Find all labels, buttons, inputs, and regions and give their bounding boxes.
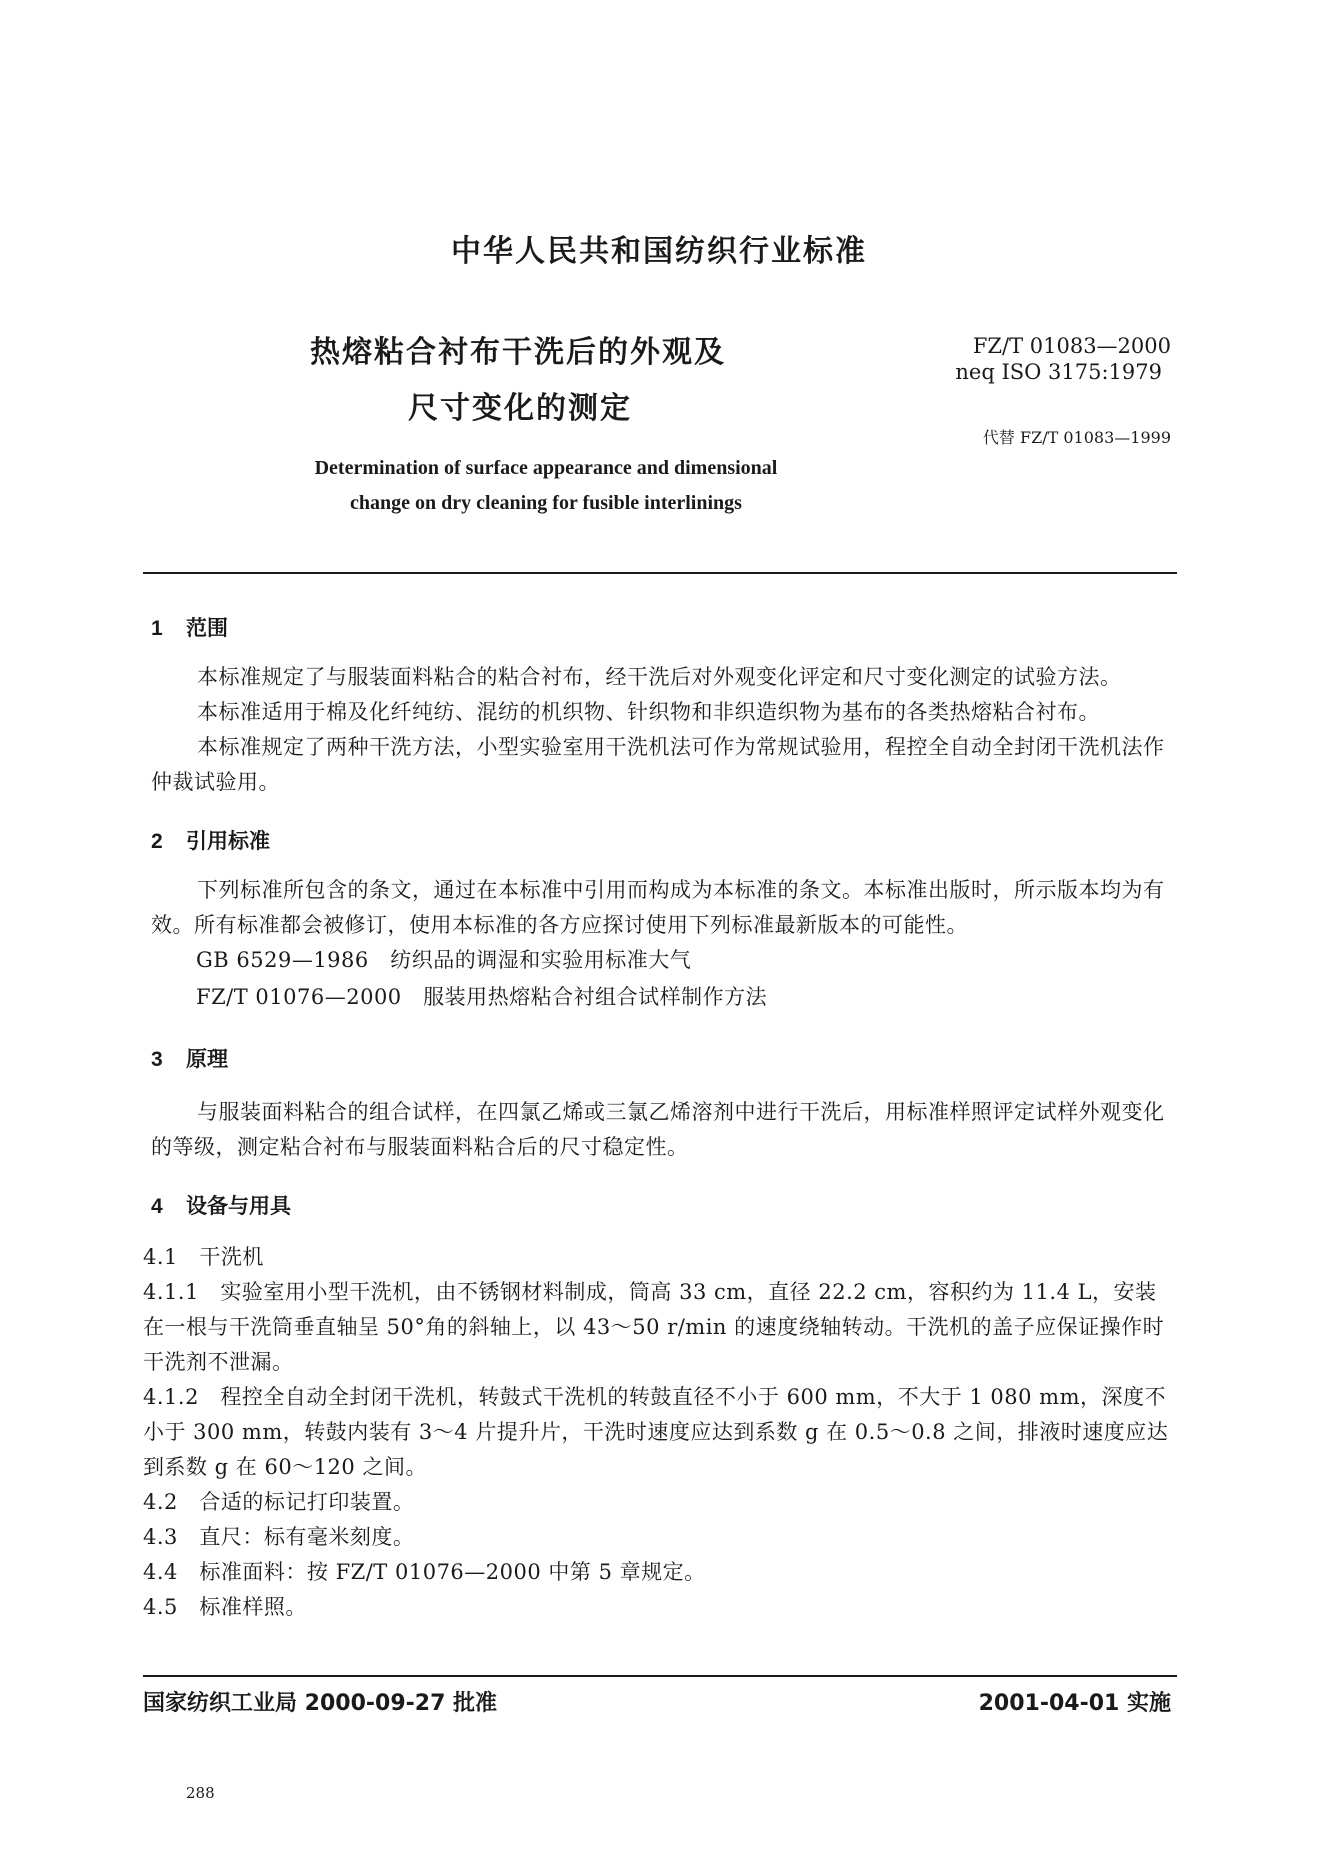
section-1-heading: [151, 612, 228, 642]
reference-gb-6529: GB 6529—1986 纺织品的调湿和实验用标准大气: [196, 948, 692, 972]
section-number: 1: [151, 617, 163, 640]
section-1-para-1: 本标准规定了与服装面料粘合的粘合衬布，经干洗后对外观变化评定和尺寸变化测定的试验方法。: [197, 665, 1122, 689]
section-4-heading: [151, 1190, 291, 1220]
english-title-line-2: change on dry cleaning for fusible interlinings: [350, 492, 742, 514]
section-title: 引用标准: [186, 829, 270, 853]
page-number: 288: [186, 1784, 215, 1802]
item-4-4: 4.4 标准面料：按 FZ/T 01076—2000 中第 5 章规定。: [143, 1560, 706, 1584]
section-3-para-1: 与服装面料粘合的组合试样，在四氯乙烯或三氯乙烯溶剂中进行干洗后，用标准样照评定试样外观变化的等级，测定粘合衬布与服装面料粘合后的尺寸稳定性。: [151, 1100, 1165, 1159]
section-number: 2: [151, 830, 163, 853]
reference-fz-01076: FZ/T 01076—2000 服装用热熔粘合衬组合试样制作方法: [196, 985, 768, 1009]
approval-date: 国家纺织工业局 2000-09-27 批准: [143, 1691, 498, 1716]
standard-number: FZ/T 01083—2000: [972, 334, 1171, 358]
section-title: 原理: [186, 1047, 228, 1071]
section-2-para-1: 下列标准所包含的条文，通过在本标准中引用而构成为本标准的条文。本标准出版时，所示版本均为有效。所有标准都会被修订，使用本标准的各方应探讨使用下列标准最新版本的可能性。: [151, 878, 1165, 937]
section-number: 4: [151, 1195, 163, 1218]
item-4-2: 4.2 合适的标记打印装置。: [143, 1490, 415, 1514]
effective-date: 2001-04-01 实施: [978, 1691, 1171, 1716]
english-title: [236, 451, 856, 521]
replaces-standard: 代替 FZ/T 01083—1999: [982, 428, 1171, 447]
section-title: 设备与用具: [186, 1194, 291, 1218]
item-4-1-1: 4.1.1 实验室用小型干洗机，由不锈钢材料制成，筒高 33 cm，直径 22.2 cm，容积约为 11.4 L，安装在一根与干洗筒垂直轴呈 50°角的斜轴上，以 43～50 r/min 的速度绕轴转动。干洗机的盖子应保证操作时干洗剂不泄漏。: [143, 1280, 1165, 1374]
footer-divider: [143, 1675, 1177, 1677]
section-1-para-2: 本标准适用于棉及化纤纯纺、混纺的机织物、针织物和非织造织物为基布的各类热熔粘合衬布。: [197, 700, 1100, 724]
section-title: 范围: [186, 616, 228, 640]
item-4-5: 4.5 标准样照。: [143, 1595, 307, 1619]
section-number: 3: [151, 1048, 163, 1071]
item-4-3: 4.3 直尺：标有毫米刻度。: [143, 1525, 415, 1549]
document-title-line-2: 尺寸变化的测定: [408, 391, 632, 426]
header-divider: [143, 572, 1177, 574]
section-2-heading: [151, 825, 270, 855]
section-3-heading: [151, 1043, 228, 1073]
org-title: 中华人民共和国纺织行业标准: [451, 234, 867, 269]
english-title-line-1: Determination of surface appearance and dimensional: [314, 457, 778, 479]
document-title-line-1: 热熔粘合衬布干洗后的外观及: [310, 335, 726, 370]
item-4-1-2: 4.1.2 程控全自动全封闭干洗机，转鼓式干洗机的转鼓直径不小于 600 mm，不大于 1 080 mm，深度不小于 300 mm，转鼓内装有 3～4 片提升片，干洗时速度应达到系数 g 在 0.5～0.8 之间，排液时速度应达到系数 g 在 60～120 之间。: [143, 1385, 1169, 1479]
section-1-para-3: 本标准规定了两种干洗方法，小型实验室用干洗机法可作为常规试验用，程控全自动全封闭干洗机法作仲裁试验用。: [151, 735, 1165, 794]
item-4-1: 4.1 干洗机: [143, 1245, 264, 1269]
adoption-reference: neq ISO 3175:1979: [955, 360, 1162, 384]
